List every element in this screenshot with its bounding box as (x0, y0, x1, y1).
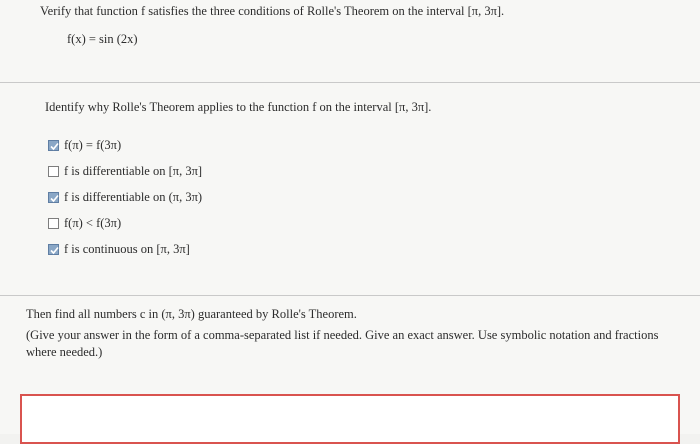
part2-prompt: Then find all numbers c in (π, 3π) guaranteed by Rolle's Theorem. (26, 307, 357, 321)
question-panel (0, 0, 700, 83)
question-prompt: Verify that function f satisfies the three conditions of Rolle's Theorem on the interval [π, 3π]. (40, 4, 505, 18)
checkbox-option-4[interactable] (48, 218, 59, 229)
option-label: f is differentiable on [π, 3π] (64, 164, 203, 178)
checkmark-icon (49, 193, 60, 204)
checkbox-option-2[interactable] (48, 166, 59, 177)
option-label: f is differentiable on (π, 3π) (64, 190, 203, 204)
checkbox-option-5[interactable] (48, 244, 59, 255)
checkbox-option-1[interactable] (48, 140, 59, 151)
checkmark-icon (49, 245, 60, 256)
function-definition: f(x) = sin (2x) (67, 32, 138, 46)
option-label: f(π) = f(3π) (64, 138, 122, 152)
option-label: f is continuous on [π, 3π] (64, 242, 190, 256)
checkmark-icon (49, 141, 60, 152)
part2-instructions: (Give your answer in the form of a comma-separated list if needed. Give an exact answer. Use symbolic notation and fractions where needed.) (26, 328, 659, 359)
part1-prompt: Identify why Rolle's Theorem applies to the function f on the interval [π, 3π]. (45, 100, 432, 114)
conditions-panel (0, 83, 700, 296)
answer-input[interactable] (20, 394, 680, 444)
option-label: f(π) < f(3π) (64, 216, 122, 230)
checkbox-option-3[interactable] (48, 192, 59, 203)
